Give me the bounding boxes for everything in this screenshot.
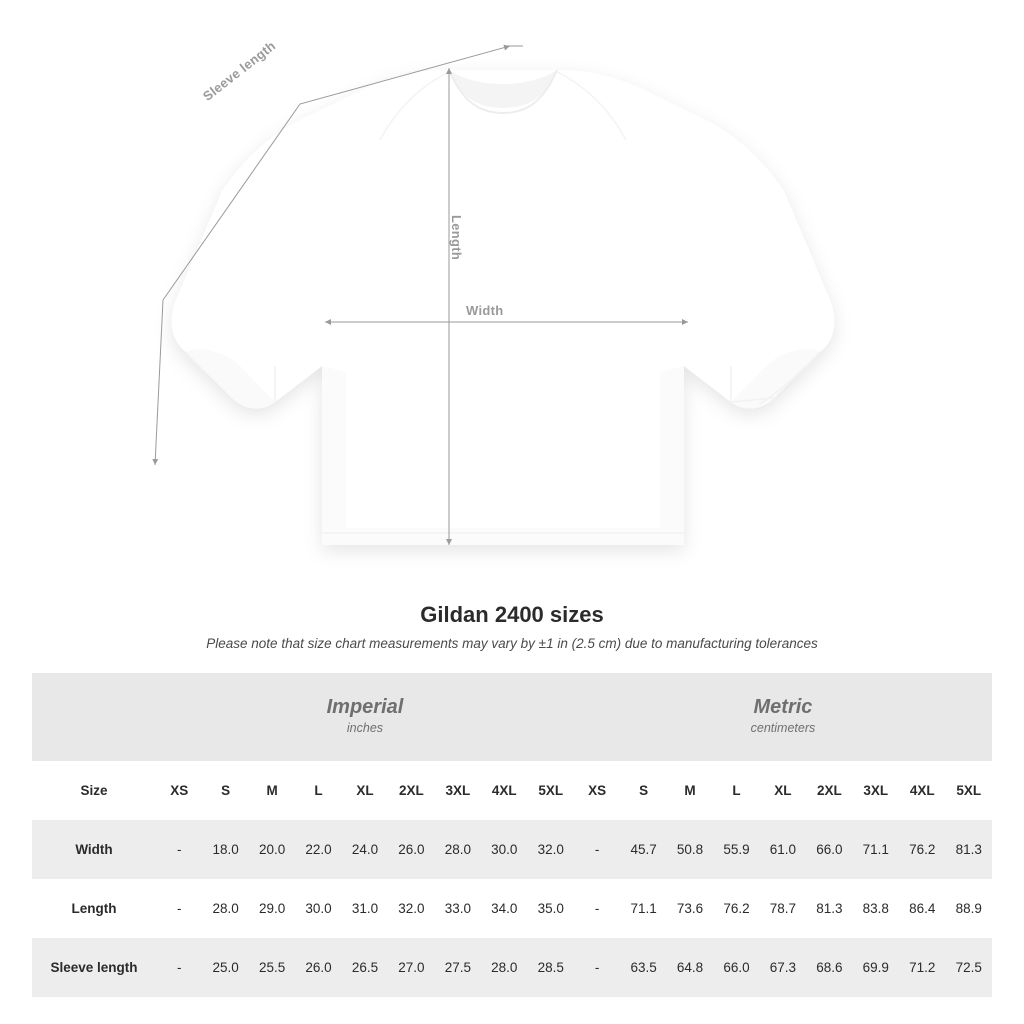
cell-sleeve-length-imperial-l: 26.0 — [305, 960, 332, 975]
tolerance-note: Please note that size chart measurements may vary by ±1 in (2.5 cm) due to manufacturing tolerances — [206, 636, 818, 651]
size-header-metric-xl: XL — [774, 783, 792, 798]
page-title: Gildan 2400 sizes — [420, 602, 604, 627]
cell-sleeve-length-imperial-xs: - — [176, 960, 182, 975]
cell-width-imperial-l: 22.0 — [305, 842, 332, 857]
cell-length-metric-xs: - — [594, 901, 600, 916]
size-header-metric-4xl: 4XL — [909, 783, 935, 798]
cell-length-metric-xl: 78.7 — [769, 901, 797, 916]
size-header-imperial-2xl: 2XL — [399, 783, 424, 798]
cell-sleeve-length-imperial-xl: 26.5 — [351, 960, 379, 975]
cell-sleeve-length-metric-l: 66.0 — [723, 960, 750, 975]
cell-width-metric-xs: - — [594, 842, 600, 857]
table-row — [32, 820, 992, 879]
unit-name: Metric — [753, 696, 813, 719]
unit-subtitle: centimeters — [750, 721, 816, 736]
cell-width-metric-m: 50.8 — [676, 842, 704, 857]
size-header-imperial-m: M — [266, 783, 278, 798]
size-header-metric-3xl: 3XL — [863, 783, 889, 798]
length-label: Length — [449, 215, 464, 261]
size-header-imperial-4xl: 4XL — [491, 783, 517, 798]
cell-sleeve-length-imperial-s: 25.0 — [212, 960, 239, 975]
size-header-metric-2xl: 2XL — [816, 783, 842, 798]
cell-sleeve-length-imperial-5xl: 28.5 — [537, 960, 564, 975]
cell-sleeve-length-imperial-3xl: 27.5 — [444, 960, 471, 975]
cell-length-metric-5xl: 88.9 — [955, 901, 982, 916]
row-label-width: Width — [75, 842, 113, 857]
cell-length-metric-4xl: 86.4 — [909, 901, 936, 916]
cell-length-metric-3xl: 83.8 — [862, 901, 889, 916]
size-header-imperial-xl: XL — [356, 783, 374, 798]
size-header-imperial-s: S — [221, 783, 231, 798]
unit-header-imperial — [156, 673, 574, 761]
size-header-imperial-3xl: 3XL — [445, 783, 471, 798]
table-row — [32, 879, 992, 938]
size-header-row — [32, 761, 992, 820]
cell-length-imperial-xl: 31.0 — [351, 901, 379, 916]
cell-width-imperial-5xl: 32.0 — [537, 842, 564, 857]
cell-width-metric-2xl: 66.0 — [816, 842, 843, 857]
cell-length-imperial-l: 30.0 — [305, 901, 332, 916]
cell-sleeve-length-metric-xl: 67.3 — [769, 960, 797, 975]
cell-sleeve-length-metric-4xl: 71.2 — [909, 960, 936, 975]
size-header-metric-l: L — [732, 783, 741, 798]
cell-width-metric-5xl: 81.3 — [955, 842, 982, 857]
cell-sleeve-length-imperial-m: 25.5 — [258, 960, 286, 975]
cell-sleeve-length-metric-s: 63.5 — [630, 960, 657, 975]
cell-width-imperial-s: 18.0 — [212, 842, 239, 857]
cell-sleeve-length-metric-2xl: 68.6 — [816, 960, 843, 975]
cell-length-imperial-3xl: 33.0 — [444, 901, 471, 916]
cell-sleeve-length-metric-m: 64.8 — [676, 960, 704, 975]
size-header-label: Size — [80, 783, 108, 798]
cell-width-imperial-3xl: 28.0 — [444, 842, 471, 857]
cell-sleeve-length-metric-3xl: 69.9 — [862, 960, 889, 975]
cell-width-metric-4xl: 76.2 — [909, 842, 936, 857]
size-header-metric-xs: XS — [588, 783, 607, 798]
cell-width-metric-l: 55.9 — [723, 842, 750, 857]
unit-header-metric — [574, 673, 992, 761]
size-table-wrapper — [32, 673, 992, 997]
unit-header-spacer — [32, 673, 156, 761]
width-label: Width — [466, 303, 504, 318]
unit-header-row — [32, 673, 992, 761]
cell-width-imperial-m: 20.0 — [258, 842, 286, 857]
cell-width-metric-xl: 61.0 — [769, 842, 797, 857]
size-header-metric-m: M — [684, 783, 696, 798]
size-header-metric-s: S — [639, 783, 649, 798]
size-header-imperial-l: L — [314, 783, 323, 798]
unit-subtitle: inches — [346, 721, 384, 736]
cell-length-imperial-4xl: 34.0 — [491, 901, 518, 916]
cell-width-imperial-xl: 24.0 — [351, 842, 379, 857]
cell-length-imperial-5xl: 35.0 — [537, 901, 564, 916]
cell-length-metric-2xl: 81.3 — [816, 901, 843, 916]
cell-sleeve-length-metric-5xl: 72.5 — [955, 960, 982, 975]
cell-length-metric-m: 73.6 — [676, 901, 704, 916]
cell-width-metric-s: 45.7 — [630, 842, 657, 857]
cell-length-imperial-2xl: 32.0 — [398, 901, 425, 916]
size-header-imperial-xs: XS — [170, 783, 189, 798]
cell-length-metric-s: 71.1 — [630, 901, 657, 916]
cell-width-imperial-2xl: 26.0 — [398, 842, 425, 857]
cell-sleeve-length-imperial-2xl: 27.0 — [398, 960, 425, 975]
cell-length-metric-l: 76.2 — [723, 901, 750, 916]
table-row — [32, 938, 992, 997]
unit-name: Imperial — [326, 696, 404, 719]
sleeve-length-label: Sleeve length — [200, 37, 279, 104]
size-table — [32, 673, 992, 997]
cell-width-metric-3xl: 71.1 — [862, 842, 889, 857]
cell-width-imperial-xs: - — [176, 842, 182, 857]
row-label-sleeve-length: Sleeve length — [50, 960, 138, 975]
cell-length-imperial-xs: - — [176, 901, 182, 916]
row-label-length: Length — [71, 901, 117, 916]
cell-width-imperial-4xl: 30.0 — [491, 842, 518, 857]
size-header-metric-5xl: 5XL — [956, 783, 982, 798]
heading-block — [0, 602, 1024, 651]
cell-length-imperial-s: 28.0 — [212, 901, 239, 916]
cell-sleeve-length-metric-xs: - — [594, 960, 600, 975]
size-header-imperial-5xl: 5XL — [538, 783, 564, 798]
cell-length-imperial-m: 29.0 — [258, 901, 286, 916]
cell-sleeve-length-imperial-4xl: 28.0 — [491, 960, 518, 975]
